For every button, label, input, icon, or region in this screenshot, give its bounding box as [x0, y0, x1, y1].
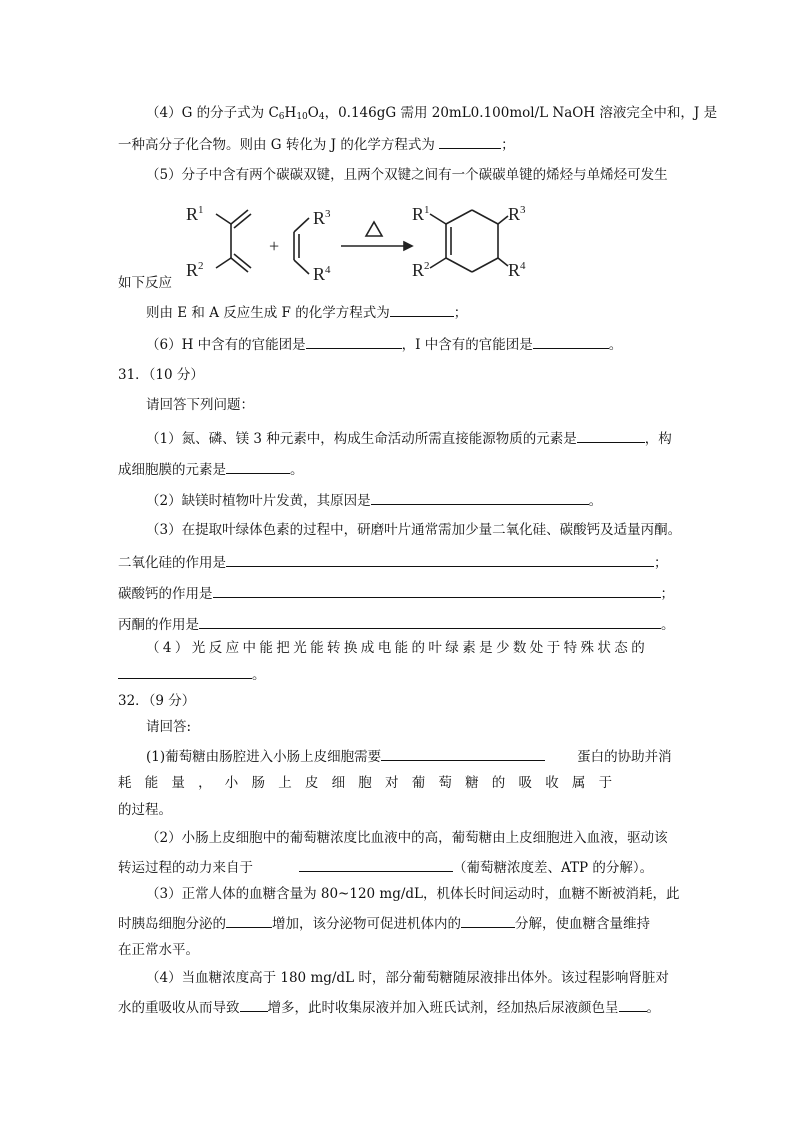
answer-blank[interactable]	[226, 552, 654, 567]
q32-4-line1: （4）当血糖浓度高于 180 mg/dL 时，部分葡萄糖随尿液排出体外。该过程影响肾脏对	[146, 970, 669, 986]
q31-3-line4: 丙酮的作用是 。	[118, 614, 675, 634]
svg-text:R4: $R^4$	[313, 264, 331, 284]
answer-blank[interactable]	[619, 997, 647, 1012]
svg-text:R2: $R^2$	[412, 260, 430, 280]
q32-header: 32．（9 分）	[118, 693, 196, 709]
diels-alder-scheme	[176, 196, 536, 288]
q32-3-line1: （3）正常人体的血糖含量为 80~120 mg/dL，机体长时间运动时，血糖不断被消耗，此	[146, 886, 680, 902]
q32-2-line1: （2）小肠上皮细胞中的葡萄糖浓度比血液中的高，葡萄糖由上皮细胞进入血液，驱动该	[146, 830, 668, 846]
q30-5-line1: （5）分子中含有两个碳碳双键，且两个双键之间有一个碳碳单键的烯烃与单烯烃可发生	[146, 167, 668, 183]
answer-blank[interactable]	[461, 913, 515, 928]
answer-blank[interactable]	[439, 134, 501, 149]
q31-4-line2: 。	[118, 664, 266, 684]
q32-1-line1: (1)葡萄糖由肠腔进入小肠上皮细胞需要 蛋白的协助并消	[146, 746, 672, 766]
answer-blank[interactable]	[199, 614, 661, 629]
svg-text:R2: $R^2$	[186, 260, 204, 280]
answer-blank[interactable]	[390, 302, 454, 317]
q32-2-line2: 转运过程的动力来自于 （葡萄糖浓度差、ATP 的分解）。	[118, 857, 653, 877]
answer-blank[interactable]	[371, 490, 589, 505]
q32-4-line2: 水的重吸收从而导致 增多，此时收集尿液并加入班氏试剂，经加热后尿液颜色呈 。	[118, 997, 660, 1017]
answer-blank[interactable]	[381, 746, 545, 761]
answer-blank[interactable]	[533, 334, 609, 349]
q31-4-line1: （4）光反应中能把光能转换成电能的叶绿素是少数处于特殊状态的	[146, 640, 649, 656]
q30-5-line3: 则由 E 和 A 反应生成 F 的化学方程式为 ；	[146, 302, 467, 322]
q32-prompt: 请回答:	[146, 719, 192, 735]
q31-3-line1: （3）在提取叶绿体色素的过程中，研磨叶片通常需加少量二氧化硅、碳酸钙及适量丙酮。	[146, 522, 682, 538]
q32-1-line3: 的过程。	[118, 802, 172, 818]
q30-6-line: （6）H 中含有的官能团是 ，I 中含有的官能团是 。	[146, 334, 622, 354]
q31-1-line2: 成细胞膜的元素是 。	[118, 459, 304, 479]
svg-text:R3: $R^3$	[508, 204, 526, 224]
answer-blank[interactable]	[213, 583, 661, 598]
q30-4-line1: （4）G 的分子式为 $C_6H_{10}O_4$，0.146gG 需用 20mL0.100mol/L NaOH 溶液完全中和，J 是	[146, 105, 718, 122]
svg-text:+: +	[269, 236, 280, 256]
answer-blank[interactable]	[226, 459, 290, 474]
q31-3-line2: 二氧化硅的作用是 ；	[118, 552, 668, 572]
answer-blank[interactable]	[577, 428, 645, 443]
answer-blank[interactable]	[240, 997, 268, 1012]
q30-5-line2: 如下反应	[118, 275, 172, 291]
answer-blank[interactable]	[299, 857, 453, 872]
q31-1-line1: （1）氮、磷、镁 3 种元素中，构成生命活动所需直接能源物质的元素是 ，构	[146, 428, 672, 448]
q32-3-line2: 时胰岛细胞分泌的 增加，该分泌物可促进机体内的 分解，使血糖含量维持	[118, 913, 650, 933]
q31-header: 31．（10 分）	[118, 367, 204, 383]
answer-blank[interactable]	[226, 913, 272, 928]
q32-1-line2: 耗能量，小肠上皮细胞对葡萄糖的吸收属于	[118, 775, 626, 791]
svg-text:R3: $R^3$	[313, 208, 331, 228]
answer-blank[interactable]	[306, 334, 402, 349]
svg-text:R1: $R^1$	[186, 204, 204, 224]
q31-prompt: 请回答下列问题：	[146, 397, 254, 413]
q31-3-line3: 碳酸钙的作用是 ；	[118, 583, 674, 603]
q32-3-line3: 在正常水平。	[118, 942, 199, 958]
q31-2-line: （2）缺镁时植物叶片发黄，其原因是 。	[146, 490, 602, 510]
svg-text:R4: $R^4$	[508, 260, 526, 280]
svg-text:R1: $R^1$	[412, 204, 430, 224]
q30-4-line2: 一种高分子化合物。则由 G 转化为 J 的化学方程式为 ；	[118, 134, 515, 154]
answer-blank[interactable]	[118, 664, 252, 679]
